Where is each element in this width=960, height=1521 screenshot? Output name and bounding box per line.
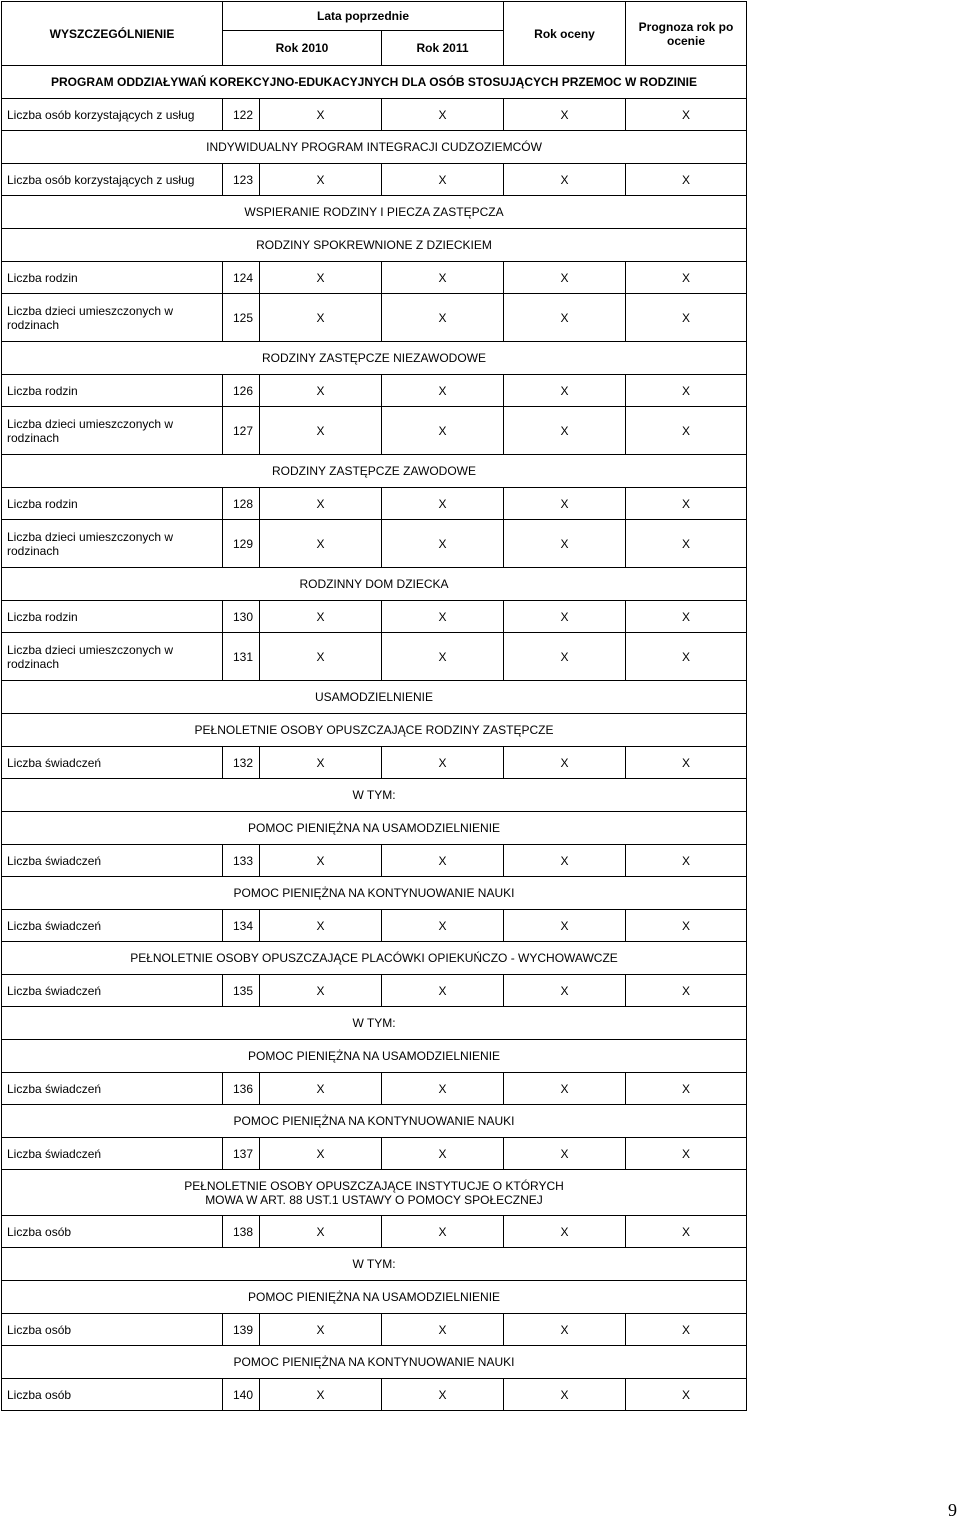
row-number: 137 xyxy=(223,1138,260,1170)
section-heading: W TYM: xyxy=(2,1007,747,1040)
value-cell: X xyxy=(626,1379,747,1411)
value-cell: X xyxy=(260,1073,382,1105)
value-cell: X xyxy=(382,375,504,407)
row-label: Liczba świadczeń xyxy=(2,845,223,877)
row-number: 134 xyxy=(223,910,260,942)
row-number: 123 xyxy=(223,164,260,196)
table-row xyxy=(2,1073,747,1105)
value-cell: X xyxy=(382,975,504,1007)
value-cell: X xyxy=(260,975,382,1007)
row-label: Liczba dzieci umieszczonych w rodzinach xyxy=(2,520,223,568)
section-row xyxy=(2,1170,747,1216)
section-row xyxy=(2,342,747,375)
section-heading: INDYWIDUALNY PROGRAM INTEGRACJI CUDZOZIEMCÓW xyxy=(2,131,747,164)
value-cell: X xyxy=(260,262,382,294)
value-cell: X xyxy=(382,520,504,568)
value-cell: X xyxy=(626,520,747,568)
value-cell: X xyxy=(260,1138,382,1170)
table-row xyxy=(2,1379,747,1411)
row-number: 126 xyxy=(223,375,260,407)
value-cell: X xyxy=(504,601,626,633)
section-row xyxy=(2,455,747,488)
row-label: Liczba rodzin xyxy=(2,601,223,633)
row-number: 129 xyxy=(223,520,260,568)
value-cell: X xyxy=(382,1138,504,1170)
value-cell: X xyxy=(504,99,626,131)
section-heading: USAMODZIELNIENIE xyxy=(2,681,747,714)
value-cell: X xyxy=(382,99,504,131)
header-description: WYSZCZEGÓLNIENIE xyxy=(2,2,223,66)
value-cell: X xyxy=(626,910,747,942)
row-number: 140 xyxy=(223,1379,260,1411)
value-cell: X xyxy=(382,910,504,942)
value-cell: X xyxy=(504,747,626,779)
table-row xyxy=(2,407,747,455)
row-number: 138 xyxy=(223,1216,260,1248)
section-heading-line2: MOWA W ART. 88 UST.1 USTAWY O POMOCY SPOŁECZNEJ xyxy=(205,1192,543,1207)
value-cell: X xyxy=(626,262,747,294)
table-row xyxy=(2,520,747,568)
value-cell: X xyxy=(504,294,626,342)
value-cell: X xyxy=(626,845,747,877)
section-heading: POMOC PIENIĘŻNA NA USAMODZIELNIENIE xyxy=(2,1281,747,1314)
row-label: Liczba świadczeń xyxy=(2,910,223,942)
value-cell: X xyxy=(260,294,382,342)
section-heading: RODZINNY DOM DZIECKA xyxy=(2,568,747,601)
row-label: Liczba rodzin xyxy=(2,488,223,520)
value-cell: X xyxy=(504,488,626,520)
value-cell: X xyxy=(382,294,504,342)
table-row xyxy=(2,1216,747,1248)
section-row xyxy=(2,131,747,164)
value-cell: X xyxy=(260,520,382,568)
row-number: 139 xyxy=(223,1314,260,1346)
value-cell: X xyxy=(626,375,747,407)
row-label: Liczba osób korzystających z usług xyxy=(2,99,223,131)
row-label: Liczba osób xyxy=(2,1314,223,1346)
section-heading: PEŁNOLETNIE OSOBY OPUSZCZAJĄCE RODZINY ZASTĘPCZE xyxy=(2,714,747,747)
table-row xyxy=(2,164,747,196)
row-number: 128 xyxy=(223,488,260,520)
value-cell: X xyxy=(626,407,747,455)
row-number: 122 xyxy=(223,99,260,131)
header-year-2010: Rok 2010 xyxy=(223,31,382,66)
value-cell: X xyxy=(626,1314,747,1346)
table-row xyxy=(2,488,747,520)
value-cell: X xyxy=(260,375,382,407)
table-body xyxy=(2,66,747,1411)
section-row xyxy=(2,942,747,975)
value-cell: X xyxy=(626,1138,747,1170)
table-row xyxy=(2,262,747,294)
row-number: 131 xyxy=(223,633,260,681)
value-cell: X xyxy=(626,747,747,779)
row-label: Liczba rodzin xyxy=(2,375,223,407)
section-row xyxy=(2,714,747,747)
section-heading-line1: PEŁNOLETNIE OSOBY OPUSZCZAJĄCE INSTYTUCJE O KTÓRYCH xyxy=(184,1178,564,1193)
value-cell: X xyxy=(260,407,382,455)
section-row xyxy=(2,779,747,812)
value-cell: X xyxy=(260,164,382,196)
value-cell: X xyxy=(504,262,626,294)
value-cell: X xyxy=(382,1379,504,1411)
row-label: Liczba rodzin xyxy=(2,262,223,294)
value-cell: X xyxy=(626,99,747,131)
table-row xyxy=(2,975,747,1007)
value-cell: X xyxy=(504,164,626,196)
row-label: Liczba osób xyxy=(2,1379,223,1411)
value-cell: X xyxy=(626,294,747,342)
section-row xyxy=(2,568,747,601)
section-row xyxy=(2,66,747,99)
section-heading: RODZINY ZASTĘPCZE NIEZAWODOWE xyxy=(2,342,747,375)
section-row xyxy=(2,681,747,714)
value-cell: X xyxy=(504,1138,626,1170)
value-cell: X xyxy=(504,1379,626,1411)
row-number: 130 xyxy=(223,601,260,633)
value-cell: X xyxy=(626,1216,747,1248)
header-forecast: Prognoza rok po ocenie xyxy=(626,2,747,66)
table-row xyxy=(2,910,747,942)
table-row xyxy=(2,845,747,877)
value-cell: X xyxy=(626,164,747,196)
row-number: 125 xyxy=(223,294,260,342)
table-row xyxy=(2,294,747,342)
value-cell: X xyxy=(382,845,504,877)
row-label: Liczba osób korzystających z usług xyxy=(2,164,223,196)
table-row xyxy=(2,601,747,633)
table-row xyxy=(2,633,747,681)
section-row xyxy=(2,229,747,262)
table-row xyxy=(2,747,747,779)
value-cell: X xyxy=(382,262,504,294)
header-previous-years: Lata poprzednie xyxy=(223,2,504,31)
row-label: Liczba świadczeń xyxy=(2,1073,223,1105)
section-row xyxy=(2,812,747,845)
row-label: Liczba osób xyxy=(2,1216,223,1248)
row-number: 132 xyxy=(223,747,260,779)
value-cell: X xyxy=(260,633,382,681)
section-heading: POMOC PIENIĘŻNA NA KONTYNUOWANIE NAUKI xyxy=(2,1105,747,1138)
value-cell: X xyxy=(260,747,382,779)
section-heading: RODZINY SPOKREWNIONE Z DZIECKIEM xyxy=(2,229,747,262)
value-cell: X xyxy=(504,975,626,1007)
value-cell: X xyxy=(504,407,626,455)
value-cell: X xyxy=(260,1216,382,1248)
section-row xyxy=(2,196,747,229)
section-heading: PEŁNOLETNIE OSOBY OPUSZCZAJĄCE PLACÓWKI OPIEKUŃCZO - WYCHOWAWCZE xyxy=(2,942,747,975)
section-heading: WSPIERANIE RODZINY I PIECZA ZASTĘPCZA xyxy=(2,196,747,229)
value-cell: X xyxy=(504,633,626,681)
row-label: Liczba świadczeń xyxy=(2,975,223,1007)
value-cell: X xyxy=(260,601,382,633)
section-row xyxy=(2,1248,747,1281)
row-label: Liczba dzieci umieszczonych w rodzinach xyxy=(2,294,223,342)
section-row xyxy=(2,1105,747,1138)
section-heading: W TYM: xyxy=(2,1248,747,1281)
value-cell: X xyxy=(382,747,504,779)
row-number: 133 xyxy=(223,845,260,877)
value-cell: X xyxy=(382,488,504,520)
value-cell: X xyxy=(504,1216,626,1248)
value-cell: X xyxy=(260,488,382,520)
report-table xyxy=(1,1,747,1411)
value-cell: X xyxy=(260,845,382,877)
section-row xyxy=(2,1040,747,1073)
section-heading: PROGRAM ODDZIAŁYWAŃ KOREKCYJNO-EDUKACYJNYCH DLA OSÓB STOSUJĄCYCH PRZEMOC W RODZINIE xyxy=(2,66,747,99)
row-label: Liczba dzieci umieszczonych w rodzinach xyxy=(2,407,223,455)
value-cell: X xyxy=(382,1314,504,1346)
section-heading xyxy=(2,1170,747,1216)
row-number: 135 xyxy=(223,975,260,1007)
row-number: 124 xyxy=(223,262,260,294)
value-cell: X xyxy=(382,164,504,196)
value-cell: X xyxy=(626,975,747,1007)
section-heading: POMOC PIENIĘŻNA NA KONTYNUOWANIE NAUKI xyxy=(2,877,747,910)
value-cell: X xyxy=(382,1216,504,1248)
section-heading: W TYM: xyxy=(2,779,747,812)
value-cell: X xyxy=(382,1073,504,1105)
table-row xyxy=(2,375,747,407)
value-cell: X xyxy=(626,633,747,681)
row-label: Liczba świadczeń xyxy=(2,747,223,779)
value-cell: X xyxy=(504,1073,626,1105)
section-row xyxy=(2,1007,747,1040)
row-label: Liczba świadczeń xyxy=(2,1138,223,1170)
value-cell: X xyxy=(626,488,747,520)
value-cell: X xyxy=(504,375,626,407)
value-cell: X xyxy=(260,99,382,131)
value-cell: X xyxy=(626,1073,747,1105)
section-row xyxy=(2,1346,747,1379)
row-number: 136 xyxy=(223,1073,260,1105)
value-cell: X xyxy=(382,407,504,455)
value-cell: X xyxy=(382,601,504,633)
value-cell: X xyxy=(504,1314,626,1346)
value-cell: X xyxy=(504,845,626,877)
value-cell: X xyxy=(626,601,747,633)
section-heading: RODZINY ZASTĘPCZE ZAWODOWE xyxy=(2,455,747,488)
row-label: Liczba dzieci umieszczonych w rodzinach xyxy=(2,633,223,681)
table-row xyxy=(2,99,747,131)
value-cell: X xyxy=(504,520,626,568)
section-heading: POMOC PIENIĘŻNA NA KONTYNUOWANIE NAUKI xyxy=(2,1346,747,1379)
section-heading: POMOC PIENIĘŻNA NA USAMODZIELNIENIE xyxy=(2,1040,747,1073)
value-cell: X xyxy=(260,910,382,942)
section-row xyxy=(2,877,747,910)
section-heading: POMOC PIENIĘŻNA NA USAMODZIELNIENIE xyxy=(2,812,747,845)
table-row xyxy=(2,1314,747,1346)
page-number: 9 xyxy=(948,1500,957,1520)
section-row xyxy=(2,1281,747,1314)
header-assessment-year: Rok oceny xyxy=(504,2,626,66)
value-cell: X xyxy=(504,910,626,942)
value-cell: X xyxy=(260,1379,382,1411)
value-cell: X xyxy=(382,633,504,681)
row-number: 127 xyxy=(223,407,260,455)
value-cell: X xyxy=(260,1314,382,1346)
table-row xyxy=(2,1138,747,1170)
header-year-2011: Rok 2011 xyxy=(382,31,504,66)
